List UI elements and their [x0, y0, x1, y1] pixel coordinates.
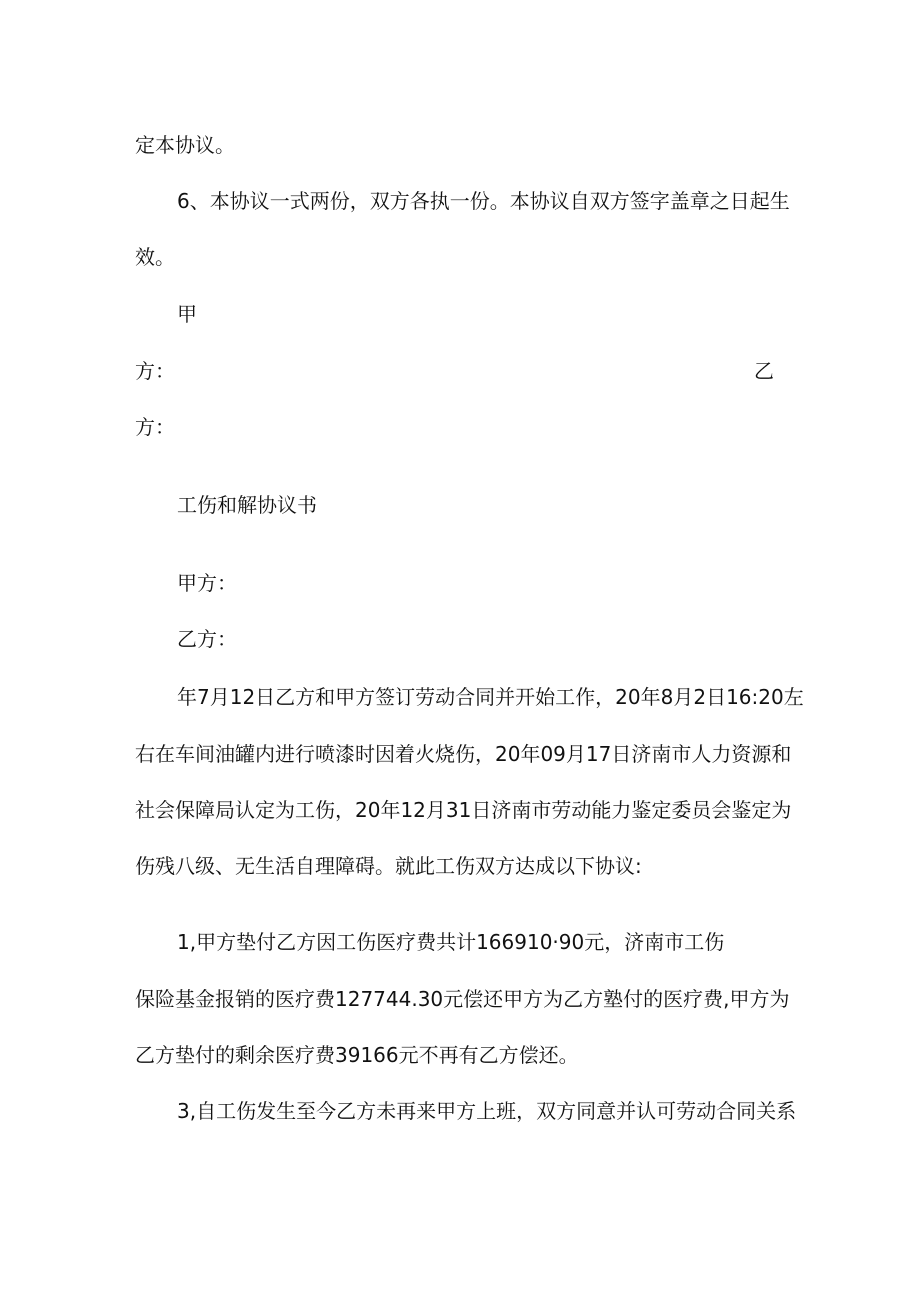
- party-a-label-part: 甲: [177, 302, 197, 326]
- paragraph-line: 右在车间油罐内进行喷漆时因着火烧伤，20年09月17日济南市人力资源和: [135, 742, 792, 766]
- clause-3: 3,自工伤发生至今乙方未再来甲方上班，双方同意并认可劳动合同关系: [177, 1099, 797, 1123]
- party-a-label-part: 方：: [135, 359, 175, 383]
- text-line: 定本协议。: [135, 133, 235, 157]
- paragraph-line: 乙方垫付的剩余医疗费39166元不再有乙方偿还。: [135, 1043, 579, 1067]
- paragraph-line: 伤残八级、无生活自理障碍。就此工伤双方达成以下协议:: [135, 854, 642, 878]
- party-b-label-part: 方：: [135, 415, 175, 439]
- party-b-label-part: 乙: [754, 359, 774, 383]
- text-line: 效。: [135, 245, 175, 269]
- clause-6: 6、本协议一式两份，双方各执一份。本协议自双方签字盖章之日起生: [177, 189, 790, 213]
- clause-1: 1,甲方垫付乙方因工伤医疗费共计166910·90元，济南市工伤: [177, 930, 725, 954]
- party-b-label: 乙方：: [177, 627, 237, 651]
- party-a-label: 甲方：: [177, 571, 237, 595]
- paragraph-line: 保险基金报销的医疗费127744.30元偿还甲方为乙方塾付的医疗费,甲方为: [135, 987, 790, 1011]
- paragraph-line: 社会保障局认定为工伤，20年12月31日济南市劳动能力鉴定委员会鉴定为: [135, 798, 792, 822]
- document-title: 工伤和解协议书: [177, 493, 317, 517]
- paragraph-line: 年7月12日乙方和甲方签订劳动合同并开始工作，20年8月2日16:20左: [177, 685, 804, 709]
